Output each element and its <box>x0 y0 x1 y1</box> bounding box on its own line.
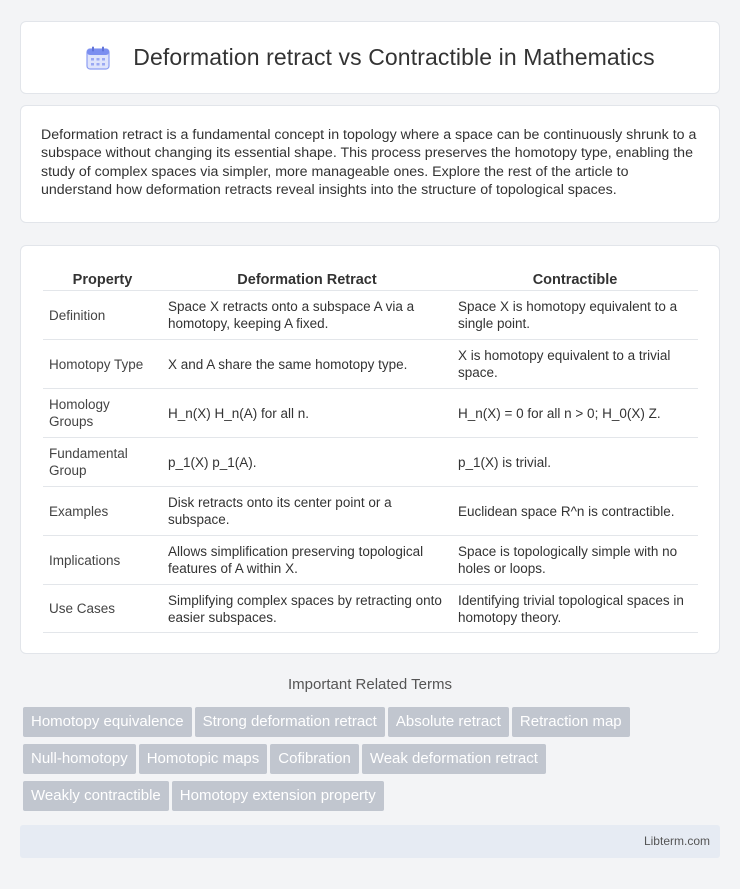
contractible-cell: Space is topologically simple with no holes or loops. <box>452 535 698 584</box>
header-deformation-retract: Deformation Retract <box>237 272 377 288</box>
intro-card <box>20 105 720 223</box>
table-row <box>43 290 698 339</box>
title-card <box>20 21 720 94</box>
table-row <box>43 437 698 486</box>
property-cell: Examples <box>43 486 162 535</box>
deformation-retract-cell: X and A share the same homotopy type. <box>162 339 452 388</box>
property-cell: Homology Groups <box>43 388 162 437</box>
related-term-tag[interactable]: Homotopy equivalence <box>23 707 192 737</box>
related-term-tag[interactable]: Homotopy extension property <box>172 781 384 811</box>
deformation-retract-cell: Simplifying complex spaces by retracting onto easier subspaces. <box>162 584 452 633</box>
related-term-tag[interactable]: Weakly contractible <box>23 781 169 811</box>
related-term-tag[interactable]: Null-homotopy <box>23 744 136 774</box>
property-cell: Implications <box>43 535 162 584</box>
table-row <box>43 388 698 437</box>
header-property: Property <box>72 272 133 288</box>
table-row <box>43 584 698 633</box>
intro-text: Deformation retract is a fundamental concept in topology where a space can be continuously shrunk to a subspace without changing its essential shape. This process preserves the homotopy type, enabling the study of complex spaces via simpler, more manageable ones. Explore the rest of the article to understand how deformation retracts reveal insights into the structure of topological spaces. <box>41 127 697 198</box>
calendar-icon <box>85 45 111 71</box>
related-term-tag[interactable]: Cofibration <box>270 744 359 774</box>
footer <box>20 825 720 858</box>
comparison-table <box>43 266 698 633</box>
contractible-cell: H_n(X) = 0 for all n > 0; H_0(X) Z. <box>452 388 698 437</box>
property-cell: Definition <box>43 290 162 339</box>
related-term-tag[interactable]: Absolute retract <box>388 707 509 737</box>
comparison-table-card <box>20 245 720 654</box>
table-row <box>43 339 698 388</box>
page-title: Deformation retract vs Contractible in Mathematics <box>133 44 655 70</box>
table-row <box>43 535 698 584</box>
related-term-tag[interactable]: Homotopic maps <box>139 744 268 774</box>
contractible-cell: Space X is homotopy equivalent to a single point. <box>452 290 698 339</box>
property-cell: Homotopy Type <box>43 339 162 388</box>
related-terms-heading: Important Related Terms <box>288 676 452 693</box>
related-term-tag[interactable]: Weak deformation retract <box>362 744 546 774</box>
contractible-cell: p_1(X) is trivial. <box>452 437 698 486</box>
deformation-retract-cell: Disk retracts onto its center point or a subspace. <box>162 486 452 535</box>
contractible-cell: Euclidean space R^n is contractible. <box>452 486 698 535</box>
deformation-retract-cell: Allows simplification preserving topological features of A within X. <box>162 535 452 584</box>
deformation-retract-cell: p_1(X) p_1(A). <box>162 437 452 486</box>
contractible-cell: Identifying trivial topological spaces in homotopy theory. <box>452 584 698 633</box>
table-row <box>43 486 698 535</box>
header-contractible: Contractible <box>532 272 618 288</box>
deformation-retract-cell: Space X retracts onto a subspace A via a homotopy, keeping A fixed. <box>162 290 452 339</box>
deformation-retract-cell: H_n(X) H_n(A) for all n. <box>162 388 452 437</box>
related-term-tag[interactable]: Strong deformation retract <box>195 707 385 737</box>
related-terms-list <box>23 707 723 818</box>
footer-site-link[interactable]: Libterm.com <box>643 834 710 848</box>
table-header-row <box>43 266 698 290</box>
contractible-cell: X is homotopy equivalent to a trivial space. <box>452 339 698 388</box>
related-term-tag[interactable]: Retraction map <box>512 707 630 737</box>
property-cell: Fundamental Group <box>43 437 162 486</box>
property-cell: Use Cases <box>43 584 162 633</box>
